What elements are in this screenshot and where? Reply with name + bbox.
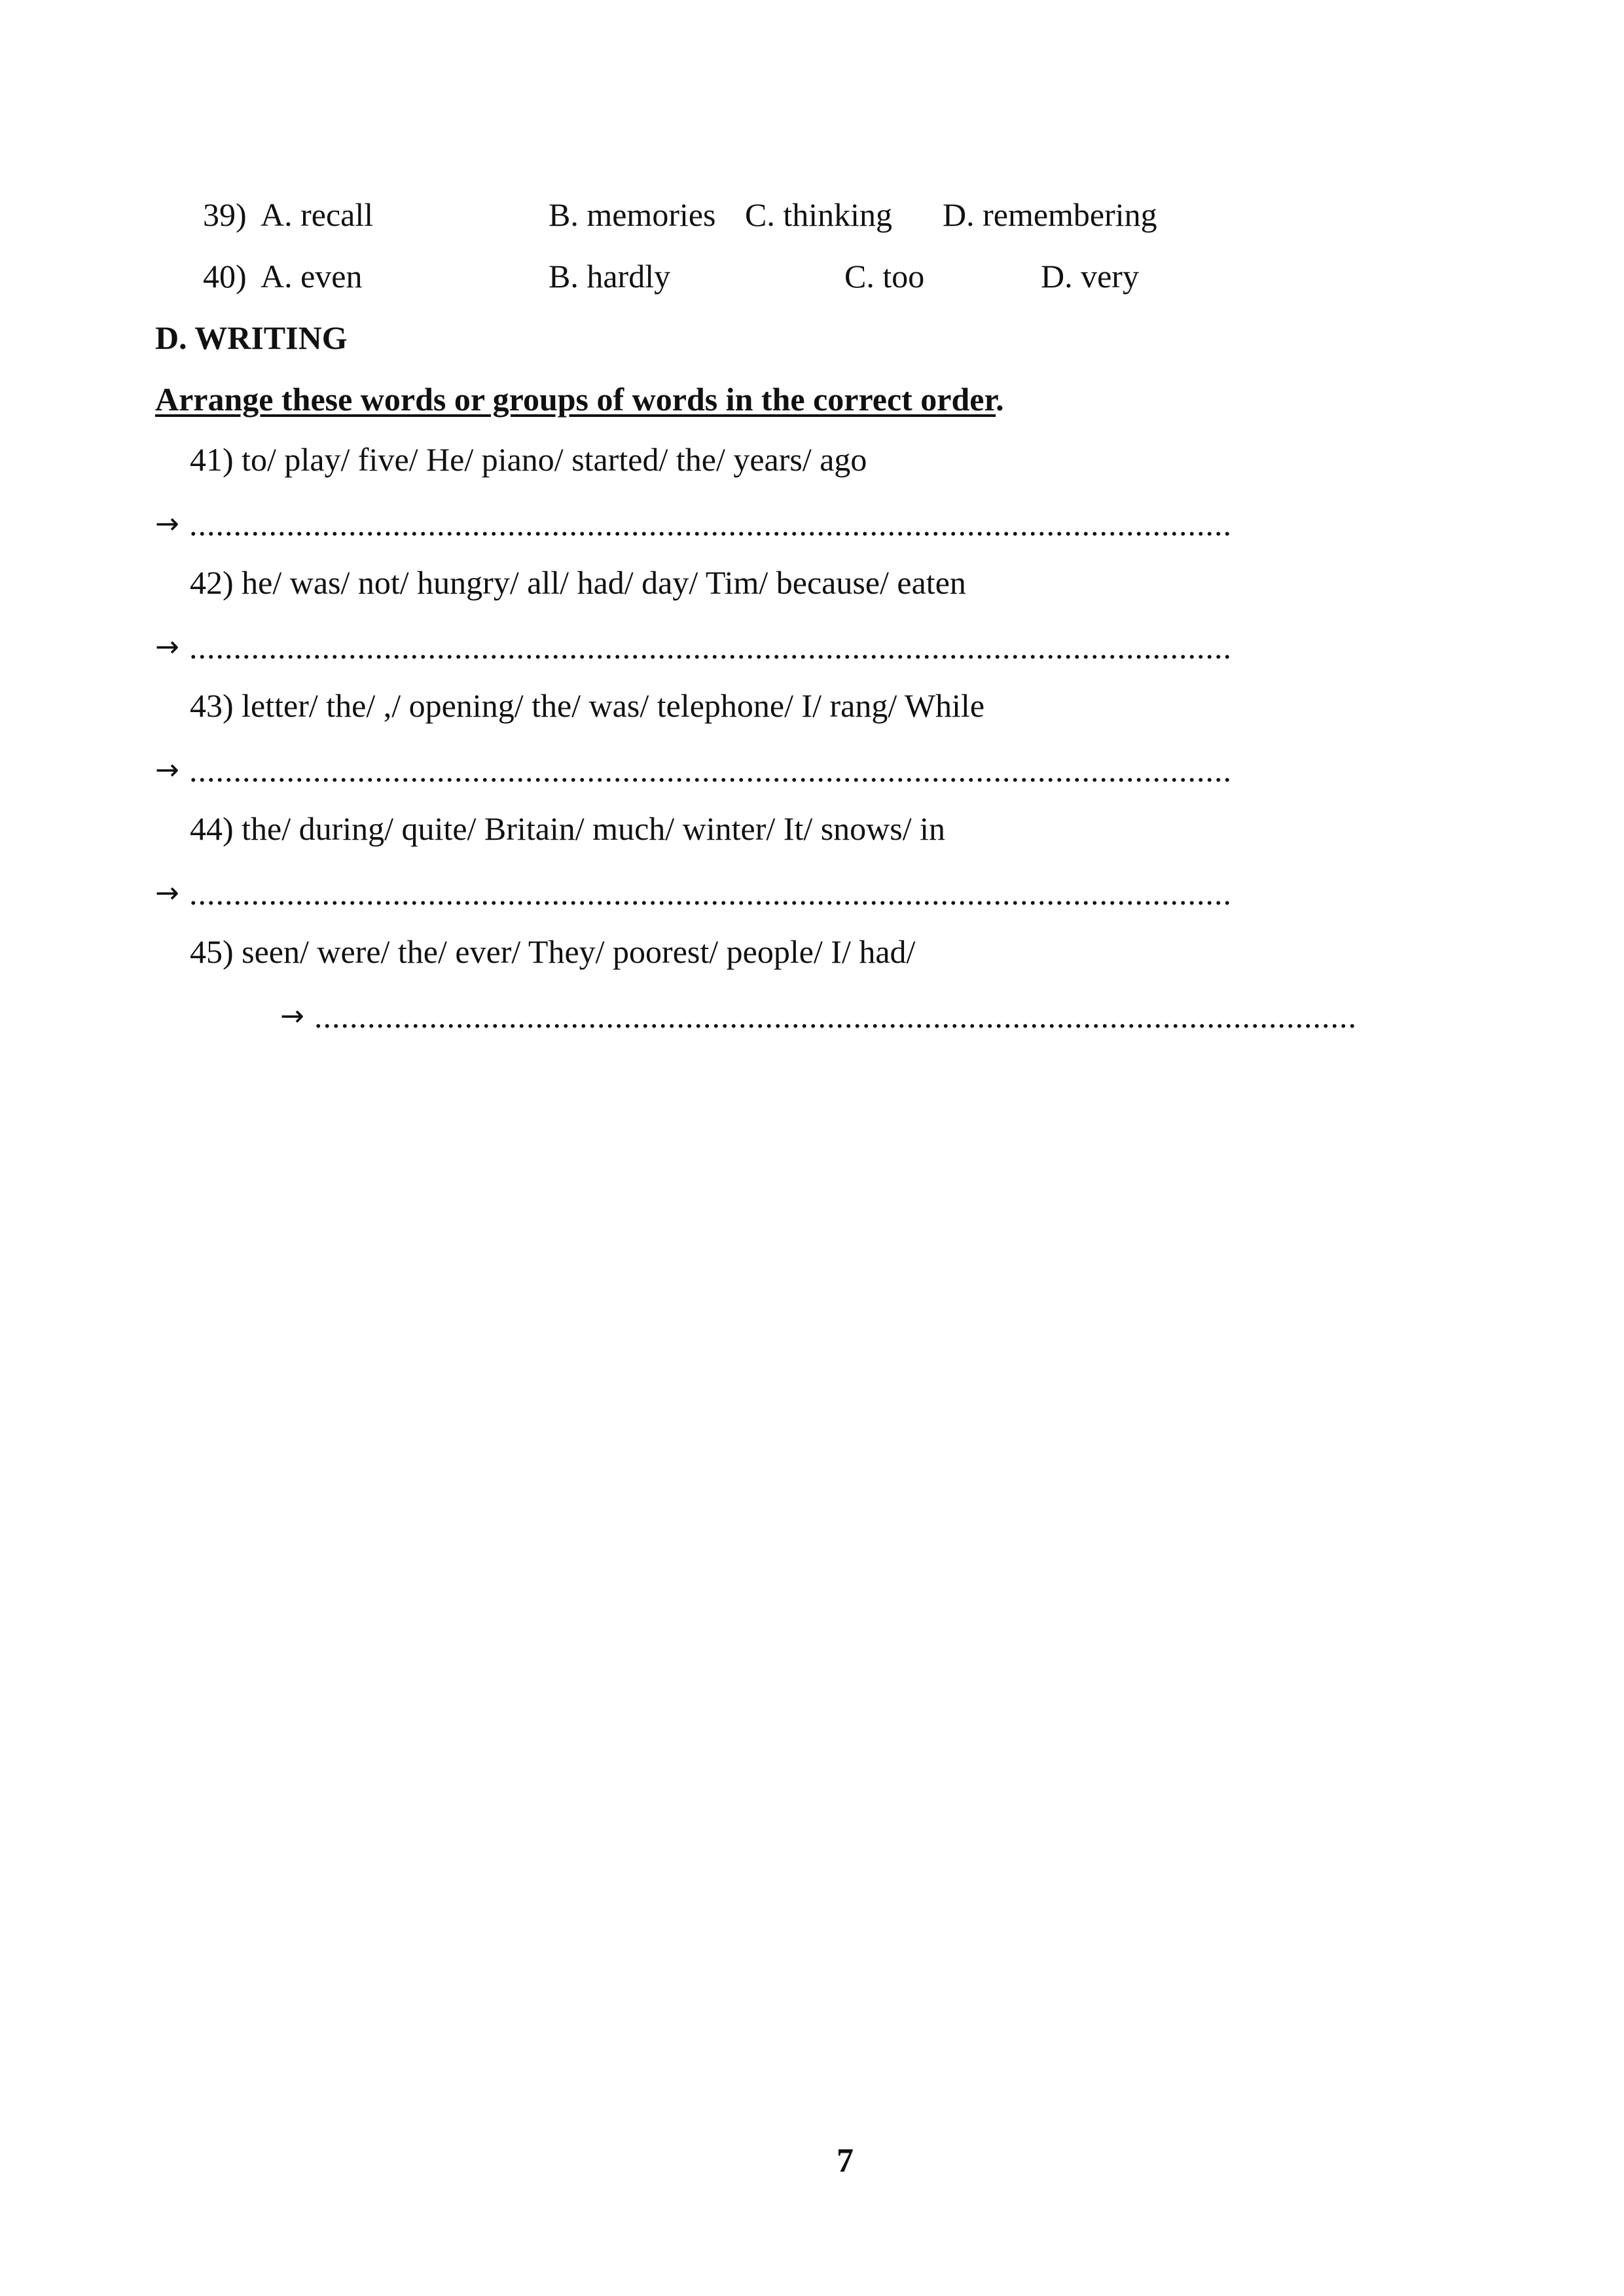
answer-dots-41: ...................................................................................................................... [189, 506, 1232, 543]
question-40-number: 40) [203, 258, 247, 295]
instruction-text: Arrange these words or groups of words in the correct order [155, 381, 996, 418]
answer-line-41[interactable] [155, 503, 1276, 544]
answer-line-43[interactable] [155, 749, 1276, 790]
option-a-recall: A. recall [261, 196, 374, 233]
arrow-icon: → [155, 876, 179, 910]
answer-dots-45: ...................................................................................................................... [314, 998, 1357, 1035]
writing-prompt-43: 43) letter/ the/ ,/ opening/ the/ was/ telephone/ I/ rang/ While [190, 687, 985, 724]
answer-line-44[interactable] [155, 872, 1276, 913]
answer-dots-44: ...................................................................................................................... [189, 875, 1232, 912]
answer-dots-42: ...................................................................................................................... [189, 629, 1232, 666]
section-title: D. WRITING [155, 319, 348, 356]
option-b-memories: B. memories [549, 196, 716, 233]
instruction-period: . [996, 381, 1004, 418]
arrow-icon: → [155, 753, 179, 787]
answer-line-45[interactable] [280, 995, 1401, 1036]
writing-prompt-41: 41) to/ play/ five/ He/ piano/ started/ the/ years/ ago [190, 441, 867, 478]
instruction [155, 380, 1004, 419]
answer-line-42[interactable] [155, 626, 1276, 667]
option-b-hardly: B. hardly [549, 258, 671, 295]
arrow-icon: → [280, 999, 304, 1033]
writing-prompt-44: 44) the/ during/ quite/ Britain/ much/ winter/ It/ snows/ in [190, 810, 946, 847]
writing-prompt-45: 45) seen/ were/ the/ ever/ They/ poorest/ people/ I/ had/ [190, 933, 916, 970]
option-a-even: A. even [261, 258, 363, 295]
option-c-too: C. too [844, 258, 925, 295]
answer-dots-43: ...................................................................................................................... [189, 752, 1232, 789]
option-c-thinking: C. thinking [745, 196, 893, 233]
option-d-remembering: D. remembering [943, 196, 1157, 233]
option-d-very: D. very [1041, 258, 1139, 295]
writing-prompt-42: 42) he/ was/ not/ hungry/ all/ had/ day/ Tim/ because/ eaten [190, 564, 966, 601]
arrow-icon: → [155, 630, 179, 664]
question-39-number: 39) [203, 196, 247, 233]
page-number: 7 [837, 2142, 854, 2179]
arrow-icon: → [155, 507, 179, 541]
